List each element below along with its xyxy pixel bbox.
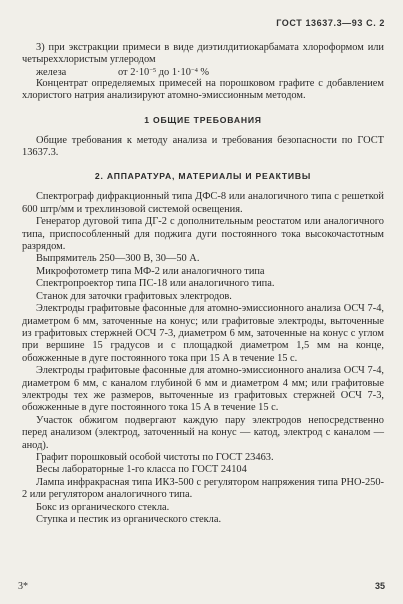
paragraph: Выпрямитель 250—300 В, 30—50 А. [36,253,200,265]
signature-mark: 3* [18,581,28,592]
paragraph: Участок обжигом подвергают каждую пару электродов непосредственно перед анализом (электрод, заточенный на конус — катод, электрод с каналом — анод). [22,414,384,451]
page-body [22,42,384,526]
paragraph: Электроды графитовые фасонные для атомно-эмиссионного анализа ОСЧ 7-4, диаметром 6 мм, с каналом глубиной 6 мм и диаметром 4 мм; или графитовые электроды тех же размеров, выточенные из графитовых стержней ОСЧ 7-3, обожженные в дуге постоянного тока 15 А в течение 15 с. [22,365,384,414]
page-footer [18,581,385,592]
paragraph: Микрофотометр типа МФ-2 или аналогичного типа [36,265,265,277]
range-value [118,67,209,78]
paragraph: Станок для заточки графитовых электродов. [36,290,232,302]
range-unit: % [197,66,210,78]
range-mid: до 1·10 [156,66,191,78]
range-exp-2: −4 [190,66,198,74]
page-number: 35 [374,581,385,591]
range-exp-1: −5 [149,66,157,74]
paragraph: Электроды графитовые фасонные для атомно-эмиссионного анализа ОСЧ 7-4, диаметром 6 мм, заточенные на конус; или графитовые электроды, выточенные из графитовых стержней ОСЧ 7-3, диаметром 6 мм, заточенные на конус с углом при вершине 15 градусов и с площадкой диаметром 1,5 мм на конце, обожженные в дуге постоянного тока при 15 А в течение 15 с. [22,303,384,364]
running-header: ГОСТ 13637.3—93 С. 2 [276,18,385,28]
intro-item-3: 3) при экстракции примеси в виде диэтилдитиокарбамата хлороформом или четыреххлористым углеродом [22,42,384,66]
paragraph: Спектропроектор типа ПС-18 или аналогичного типа. [36,278,275,290]
paragraph: Графит порошковый особой чистоты по ГОСТ 23463. [36,451,274,463]
iron-range-row [22,67,384,78]
paragraph: Ступка и пестик из органического стекла. [36,514,222,525]
section-2-paragraphs [22,191,384,526]
range-pre: от 2·10 [118,66,150,78]
range-label: железа [36,66,67,78]
paragraph: Генератор дуговой типа ДГ-2 с дополнительным реостатом или аналогичного типа, приспособленный для поджига дуги постоянного тока высокочастотным разрядом. [22,216,384,253]
paragraph: Бокс из органического стекла. [36,501,170,513]
section-1-title: 1 ОБЩИЕ ТРЕБОВАНИЯ [144,114,262,125]
paragraph: Весы лабораторные 1-го класса по ГОСТ 24104 [36,464,247,476]
concentrate-paragraph: Концентрат определяемых примесей на порошковом графите с добавлением хлористого натрия анализируют атомно-эмиссионным методом. [22,77,384,102]
section-1-text: Общие требования к методу анализа и требования безопасности по ГОСТ 13637.3. [22,134,384,159]
paragraph: Лампа инфракрасная типа ИКЗ-500 с регулятором напряжения типа РНО-250-2 или регулятором аналогичного типа. [22,476,384,501]
paragraph: Спектрограф дифракционный типа ДФС-8 или аналогичного типа с решеткой 600 штр/мм и трехлинзовой системой освещения. [22,191,384,215]
section-2-title: 2. АППАРАТУРА, МАТЕРИАЛЫ И РЕАКТИВЫ [94,171,312,182]
